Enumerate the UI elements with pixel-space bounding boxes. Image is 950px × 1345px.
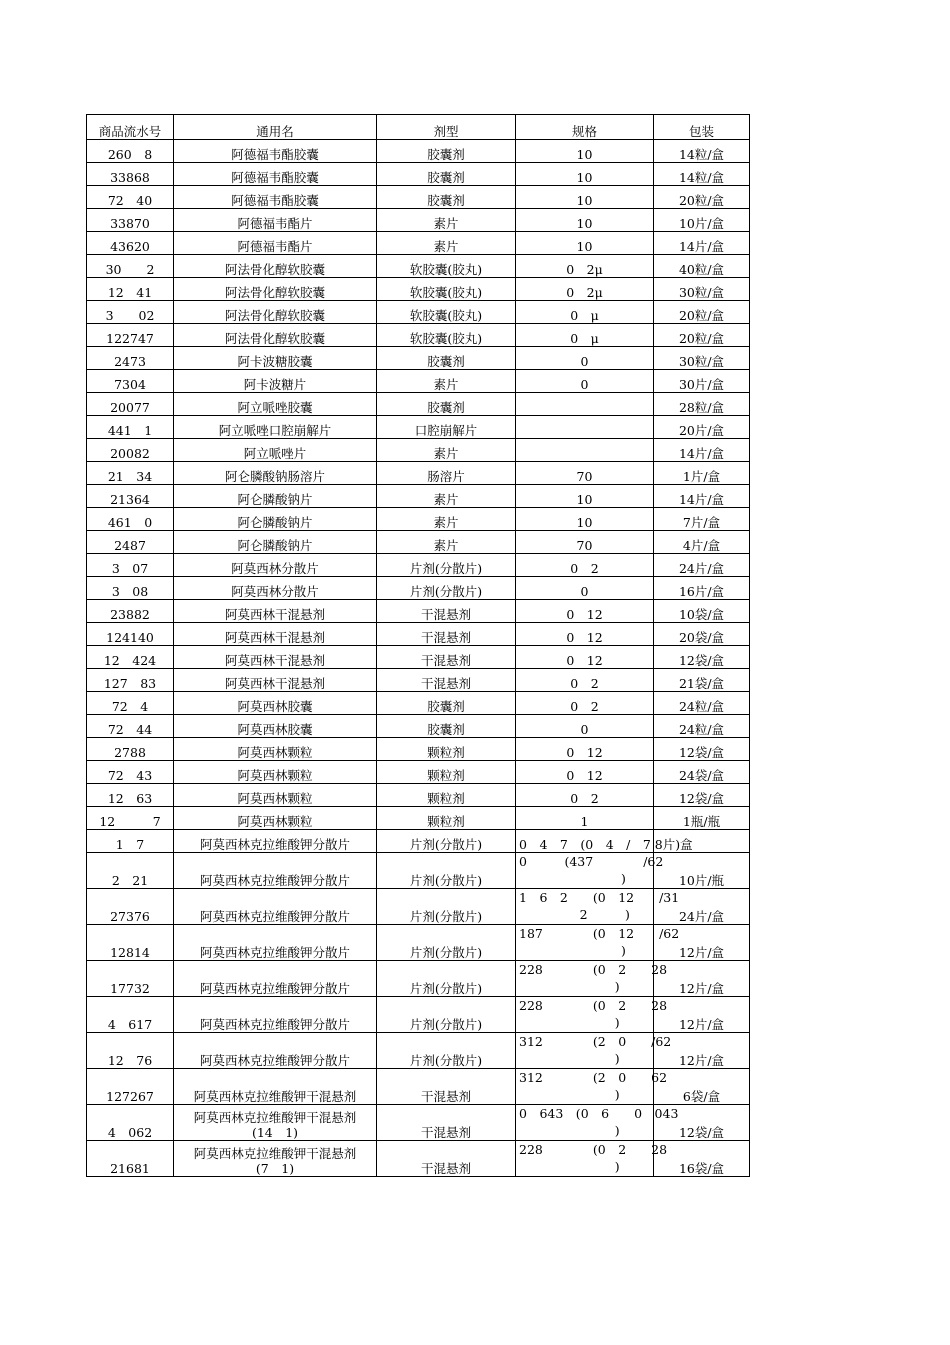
table-row (87, 186, 750, 209)
cell-form: 胶囊剂 (377, 186, 516, 209)
table-row (87, 925, 750, 961)
cell-spec: 10 (516, 163, 654, 186)
cell-form: 胶囊剂 (377, 163, 516, 186)
table-row (87, 347, 750, 370)
cell-name (174, 1033, 377, 1069)
cell-id: 461 0 (87, 508, 174, 531)
cell-spec: 0 (516, 577, 654, 600)
cell-name: 阿仑膦酸钠片 (174, 531, 377, 554)
cell-name: 阿德福韦酯胶囊 (174, 140, 377, 163)
cell-spec: 0 12 (516, 600, 654, 623)
cell-spec-line2: ) (552, 1123, 620, 1138)
cell-spec (516, 853, 664, 889)
header-row (87, 115, 750, 140)
cell-id: 127 83 (87, 669, 174, 692)
cell-pack: 21袋/盒 (654, 669, 750, 692)
cell-spec: 0 2 (516, 669, 654, 692)
cell-form: 软胶囊(胶丸) (377, 278, 516, 301)
cell-id: 122747 (87, 324, 174, 347)
cell-name: 阿莫西林颗粒 (174, 784, 377, 807)
table-row (87, 554, 750, 577)
cell-id: 7304 (87, 370, 174, 393)
cell-name: 阿莫西林颗粒 (174, 807, 377, 830)
table-row (87, 646, 750, 669)
cell-id: 2788 (87, 738, 174, 761)
table-row (87, 600, 750, 623)
cell-spec: 0 12 (516, 761, 654, 784)
cell-spec (516, 439, 654, 462)
cell-pack: 20片/盒 (654, 416, 750, 439)
cell-pack: 24片/盒 (654, 554, 750, 577)
cell-name: 阿立哌唑片 (174, 439, 377, 462)
cell-spec (516, 1069, 668, 1105)
cell-spec-line1: 228 (0 2 28 (519, 962, 668, 977)
cell-name: 阿卡波糖胶囊 (174, 347, 377, 370)
cell-name: 阿法骨化醇软胶囊 (174, 301, 377, 324)
cell-pack: 30粒/盒 (654, 347, 750, 370)
table-row (87, 830, 750, 853)
cell-id: 12 7 (87, 807, 174, 830)
cell-name: 阿法骨化醇软胶囊 (174, 324, 377, 347)
table-row (87, 255, 750, 278)
cell-spec (516, 1141, 668, 1177)
cell-id: 72 43 (87, 761, 174, 784)
cell-id: 30 2 (87, 255, 174, 278)
cell-id: 3 02 (87, 301, 174, 324)
cell-name: 阿莫西林克拉维酸钾分散片 (174, 830, 377, 853)
cell-spec (516, 925, 680, 961)
cell-spec: 10 (516, 209, 654, 232)
table-row (87, 232, 750, 255)
cell-form: 片剂(分散片) (377, 853, 516, 889)
cell-pack: 20粒/盒 (654, 324, 750, 347)
cell-spec-line2: ) (546, 943, 626, 958)
cell-id: 12 41 (87, 278, 174, 301)
cell-name-line2: 阿莫西林克拉维酸钾分散片 (199, 909, 350, 924)
cell-pack: 14片/盒 (654, 485, 750, 508)
cell-name: 阿莫西林分散片 (174, 554, 377, 577)
cell-name: 阿法骨化醇软胶囊 (174, 255, 377, 278)
cell-form: 干混悬剂 (377, 1105, 516, 1141)
cell-name: 阿莫西林干混悬剂 (174, 600, 377, 623)
table-row (87, 1141, 750, 1177)
cell-pack: 14粒/盒 (654, 163, 750, 186)
header-spec: 规格 (516, 115, 654, 140)
table-row (87, 163, 750, 186)
cell-id: 21 34 (87, 462, 174, 485)
table-row (87, 1105, 750, 1141)
cell-name-line2: (7 1) (255, 1161, 295, 1176)
table-row (87, 508, 750, 531)
cell-pack: 20粒/盒 (654, 301, 750, 324)
cell-name-line2: (14 1) (251, 1125, 299, 1140)
cell-spec: 10 (516, 485, 654, 508)
cell-form: 软胶囊(胶丸) (377, 301, 516, 324)
cell-id: 12 76 (87, 1033, 174, 1069)
cell-id: 124140 (87, 623, 174, 646)
cell-form: 素片 (377, 232, 516, 255)
header-form: 剂型 (377, 115, 516, 140)
cell-pack: 10片/瓶 (654, 853, 750, 889)
cell-name (174, 1069, 377, 1105)
cell-id: 33870 (87, 209, 174, 232)
table-row (87, 462, 750, 485)
table-row (87, 961, 750, 997)
cell-pack: 14片/盒 (654, 232, 750, 255)
table-row (87, 997, 750, 1033)
cell-spec (516, 1033, 672, 1069)
cell-id: 72 4 (87, 692, 174, 715)
cell-spec: 0 (516, 715, 654, 738)
cell-form: 干混悬剂 (377, 1069, 516, 1105)
cell-pack: 7片/盒 (654, 508, 750, 531)
table-row (87, 692, 750, 715)
cell-spec-line1: 228 (0 2 28 (519, 1142, 668, 1157)
cell-name: 阿仑膦酸钠片 (174, 485, 377, 508)
cell-spec: 0 (516, 347, 654, 370)
cell-spec (516, 997, 668, 1033)
cell-form: 胶囊剂 (377, 715, 516, 738)
cell-form: 软胶囊(胶丸) (377, 255, 516, 278)
cell-form: 胶囊剂 (377, 692, 516, 715)
cell-form: 片剂(分散片) (377, 997, 516, 1033)
table-row (87, 439, 750, 462)
cell-name: 阿德福韦酯片 (174, 232, 377, 255)
cell-spec: 70 (516, 531, 654, 554)
drug-table (86, 114, 750, 1177)
cell-form: 颗粒剂 (377, 761, 516, 784)
header-name: 通用名 (174, 115, 377, 140)
cell-id: 12 424 (87, 646, 174, 669)
cell-pack: 12袋/盒 (654, 1105, 750, 1141)
cell-form: 颗粒剂 (377, 807, 516, 830)
table-row (87, 853, 750, 889)
table-row (87, 807, 750, 830)
header-pack: 包装 (654, 115, 750, 140)
cell-spec: 10 (516, 508, 654, 531)
table-row (87, 669, 750, 692)
cell-name: 阿莫西林干混悬剂 (174, 646, 377, 669)
cell-id: 2 21 (87, 853, 174, 889)
cell-name: 阿莫西林颗粒 (174, 761, 377, 784)
table-row (87, 370, 750, 393)
cell-name (174, 1105, 377, 1141)
cell-id: 2473 (87, 347, 174, 370)
cell-form: 肠溶片 (377, 462, 516, 485)
cell-id: 23882 (87, 600, 174, 623)
cell-form: 干混悬剂 (377, 600, 516, 623)
cell-form: 胶囊剂 (377, 347, 516, 370)
cell-spec-line2: ) (552, 979, 620, 994)
cell-form: 干混悬剂 (377, 646, 516, 669)
header-id: 商品流水号 (87, 115, 174, 140)
cell-name (174, 889, 377, 925)
cell-spec: 0 μ (516, 324, 654, 347)
cell-pack: 28粒/盒 (654, 393, 750, 416)
cell-id: 27376 (87, 889, 174, 925)
cell-pack: 40粒/盒 (654, 255, 750, 278)
cell-pack: 4片/盒 (654, 531, 750, 554)
cell-form: 片剂(分散片) (377, 554, 516, 577)
cell-id: 4 062 (87, 1105, 174, 1141)
cell-spec: 0 (516, 370, 654, 393)
cell-form: 颗粒剂 (377, 784, 516, 807)
cell-spec (516, 961, 668, 997)
cell-spec: 0 12 (516, 646, 654, 669)
cell-spec: 1 (516, 807, 654, 830)
cell-id: 20077 (87, 393, 174, 416)
cell-spec (516, 889, 680, 925)
cell-name-line2: 阿莫西林克拉维酸钾分散片 (199, 1017, 350, 1032)
cell-form: 颗粒剂 (377, 738, 516, 761)
cell-pack: 24袋/盒 (654, 761, 750, 784)
cell-pack: 20袋/盒 (654, 623, 750, 646)
cell-pack: 20粒/盒 (654, 186, 750, 209)
cell-spec: 0 2μ (516, 255, 654, 278)
cell-form: 素片 (377, 209, 516, 232)
table-body (87, 140, 750, 1177)
table-row (87, 393, 750, 416)
cell-pack: 12片/盒 (654, 925, 750, 961)
cell-form: 素片 (377, 531, 516, 554)
cell-id: 260 8 (87, 140, 174, 163)
cell-spec: 0 2 (516, 784, 654, 807)
cell-name: 阿德福韦酯胶囊 (174, 163, 377, 186)
table-row (87, 485, 750, 508)
cell-spec: 10 (516, 140, 654, 163)
cell-spec: 0 4 7 (0 4 / 7 8片)盒 (516, 830, 654, 853)
cell-name: 阿仑膦酸钠片 (174, 508, 377, 531)
cell-spec-line1: 1 6 2 (0 12 /31 (519, 890, 680, 905)
cell-name: 阿莫西林胶囊 (174, 715, 377, 738)
cell-form: 片剂(分散片) (377, 830, 516, 853)
cell-name-line2: 阿莫西林克拉维酸钾干混悬剂 (193, 1089, 357, 1104)
cell-spec-line2: ) (552, 1015, 620, 1030)
cell-pack: 12片/盒 (654, 1033, 750, 1069)
cell-spec-line1: 312 (2 0 /62 (519, 1034, 672, 1049)
table-row (87, 738, 750, 761)
cell-name-line1: 阿莫西林克拉维酸钾干混悬剂 (193, 1110, 357, 1125)
cell-form: 口腔崩解片 (377, 416, 516, 439)
table-row (87, 761, 750, 784)
cell-spec: 0 12 (516, 738, 654, 761)
cell-id: 127267 (87, 1069, 174, 1105)
cell-id: 33868 (87, 163, 174, 186)
cell-form: 干混悬剂 (377, 1141, 516, 1177)
cell-pack: 30片/盒 (654, 370, 750, 393)
cell-spec-line1: 228 (0 2 28 (519, 998, 668, 1013)
cell-id: 12814 (87, 925, 174, 961)
cell-name: 阿莫西林胶囊 (174, 692, 377, 715)
cell-spec: 0 12 (516, 623, 654, 646)
table-row (87, 278, 750, 301)
cell-pack: 14粒/盒 (654, 140, 750, 163)
cell-form: 干混悬剂 (377, 669, 516, 692)
cell-id: 12 63 (87, 784, 174, 807)
cell-name (174, 997, 377, 1033)
cell-name-line2: 阿莫西林克拉维酸钾分散片 (199, 981, 350, 996)
cell-name-line2: 阿莫西林克拉维酸钾分散片 (199, 945, 350, 960)
cell-spec: 0 μ (516, 301, 654, 324)
table-row (87, 577, 750, 600)
cell-form: 素片 (377, 485, 516, 508)
cell-spec-line1: 312 (2 0 62 (519, 1070, 668, 1085)
cell-form: 素片 (377, 439, 516, 462)
table-row (87, 715, 750, 738)
table-row (87, 1069, 750, 1105)
cell-spec-line2: ) (552, 1159, 620, 1174)
cell-name (174, 925, 377, 961)
cell-pack: 6袋/盒 (654, 1069, 750, 1105)
cell-spec-line1: 0 643 (0 6 0 043 (519, 1106, 679, 1121)
cell-spec: 0 2μ (516, 278, 654, 301)
cell-pack: 1片/盒 (654, 462, 750, 485)
table-row (87, 416, 750, 439)
cell-pack: 12袋/盒 (654, 738, 750, 761)
cell-id: 20082 (87, 439, 174, 462)
table-row (87, 301, 750, 324)
cell-id: 2487 (87, 531, 174, 554)
cell-id: 21681 (87, 1141, 174, 1177)
cell-pack: 24粒/盒 (654, 715, 750, 738)
cell-id: 17732 (87, 961, 174, 997)
cell-pack: 10片/盒 (654, 209, 750, 232)
cell-id: 3 07 (87, 554, 174, 577)
cell-form: 片剂(分散片) (377, 925, 516, 961)
table-row (87, 324, 750, 347)
cell-form: 片剂(分散片) (377, 1033, 516, 1069)
cell-pack: 12片/盒 (654, 997, 750, 1033)
cell-name: 阿莫西林干混悬剂 (174, 623, 377, 646)
cell-pack: 24片/盒 (654, 889, 750, 925)
cell-name: 阿莫西林分散片 (174, 577, 377, 600)
cell-name (174, 961, 377, 997)
cell-pack: 24粒/盒 (654, 692, 750, 715)
cell-id: 43620 (87, 232, 174, 255)
cell-name (174, 1141, 377, 1177)
table-row (87, 889, 750, 925)
cell-pack: 12袋/盒 (654, 646, 750, 669)
cell-pack: 16片/盒 (654, 577, 750, 600)
cell-spec: 10 (516, 186, 654, 209)
cell-form: 片剂(分散片) (377, 577, 516, 600)
cell-spec-line1: 0 (437 /62 (519, 854, 664, 869)
cell-id: 72 44 (87, 715, 174, 738)
cell-name-line1: 阿莫西林克拉维酸钾干混悬剂 (193, 1146, 357, 1161)
cell-pack: 30粒/盒 (654, 278, 750, 301)
cell-name (174, 853, 377, 889)
cell-name: 阿立哌唑胶囊 (174, 393, 377, 416)
cell-form: 片剂(分散片) (377, 961, 516, 997)
cell-form: 素片 (377, 508, 516, 531)
cell-pack: 1瓶/瓶 (654, 807, 750, 830)
cell-spec-line2: ) (552, 1087, 620, 1102)
cell-name-line2: 阿莫西林克拉维酸钾分散片 (199, 873, 350, 888)
cell-spec-line2: ) (546, 871, 626, 886)
cell-name: 阿仑膦酸钠肠溶片 (174, 462, 377, 485)
cell-spec (516, 416, 654, 439)
cell-spec-line2: ) (552, 1051, 620, 1066)
cell-pack: 12袋/盒 (654, 784, 750, 807)
table-row (87, 1033, 750, 1069)
cell-form: 胶囊剂 (377, 140, 516, 163)
cell-id: 72 40 (87, 186, 174, 209)
cell-form: 干混悬剂 (377, 623, 516, 646)
cell-form: 素片 (377, 370, 516, 393)
cell-pack: 16袋/盒 (654, 1141, 750, 1177)
spreadsheet (86, 114, 749, 1177)
cell-name: 阿卡波糖片 (174, 370, 377, 393)
cell-spec: 0 2 (516, 692, 654, 715)
cell-spec: 70 (516, 462, 654, 485)
cell-id: 4 617 (87, 997, 174, 1033)
cell-spec (516, 393, 654, 416)
cell-id: 1 7 (87, 830, 174, 853)
cell-name-line2: 阿莫西林克拉维酸钾分散片 (199, 1053, 350, 1068)
cell-name: 阿德福韦酯胶囊 (174, 186, 377, 209)
cell-spec: 10 (516, 232, 654, 255)
cell-form: 片剂(分散片) (377, 889, 516, 925)
cell-id: 441 1 (87, 416, 174, 439)
cell-id: 21364 (87, 485, 174, 508)
table-row (87, 784, 750, 807)
cell-name: 阿立哌唑口腔崩解片 (174, 416, 377, 439)
table-row (87, 623, 750, 646)
cell-name: 阿莫西林干混悬剂 (174, 669, 377, 692)
table-row (87, 209, 750, 232)
cell-spec (516, 1105, 679, 1141)
cell-pack: 10袋/盒 (654, 600, 750, 623)
cell-spec-line2: 2 ) (542, 907, 630, 922)
cell-form: 软胶囊(胶丸) (377, 324, 516, 347)
cell-name: 阿德福韦酯片 (174, 209, 377, 232)
cell-pack: 14片/盒 (654, 439, 750, 462)
cell-name: 阿法骨化醇软胶囊 (174, 278, 377, 301)
cell-spec-line1: 187 (0 12 /62 (519, 926, 680, 941)
cell-name: 阿莫西林颗粒 (174, 738, 377, 761)
cell-pack: 12片/盒 (654, 961, 750, 997)
cell-spec: 0 2 (516, 554, 654, 577)
table-row (87, 140, 750, 163)
cell-form: 胶囊剂 (377, 393, 516, 416)
table-row (87, 531, 750, 554)
cell-id: 3 08 (87, 577, 174, 600)
